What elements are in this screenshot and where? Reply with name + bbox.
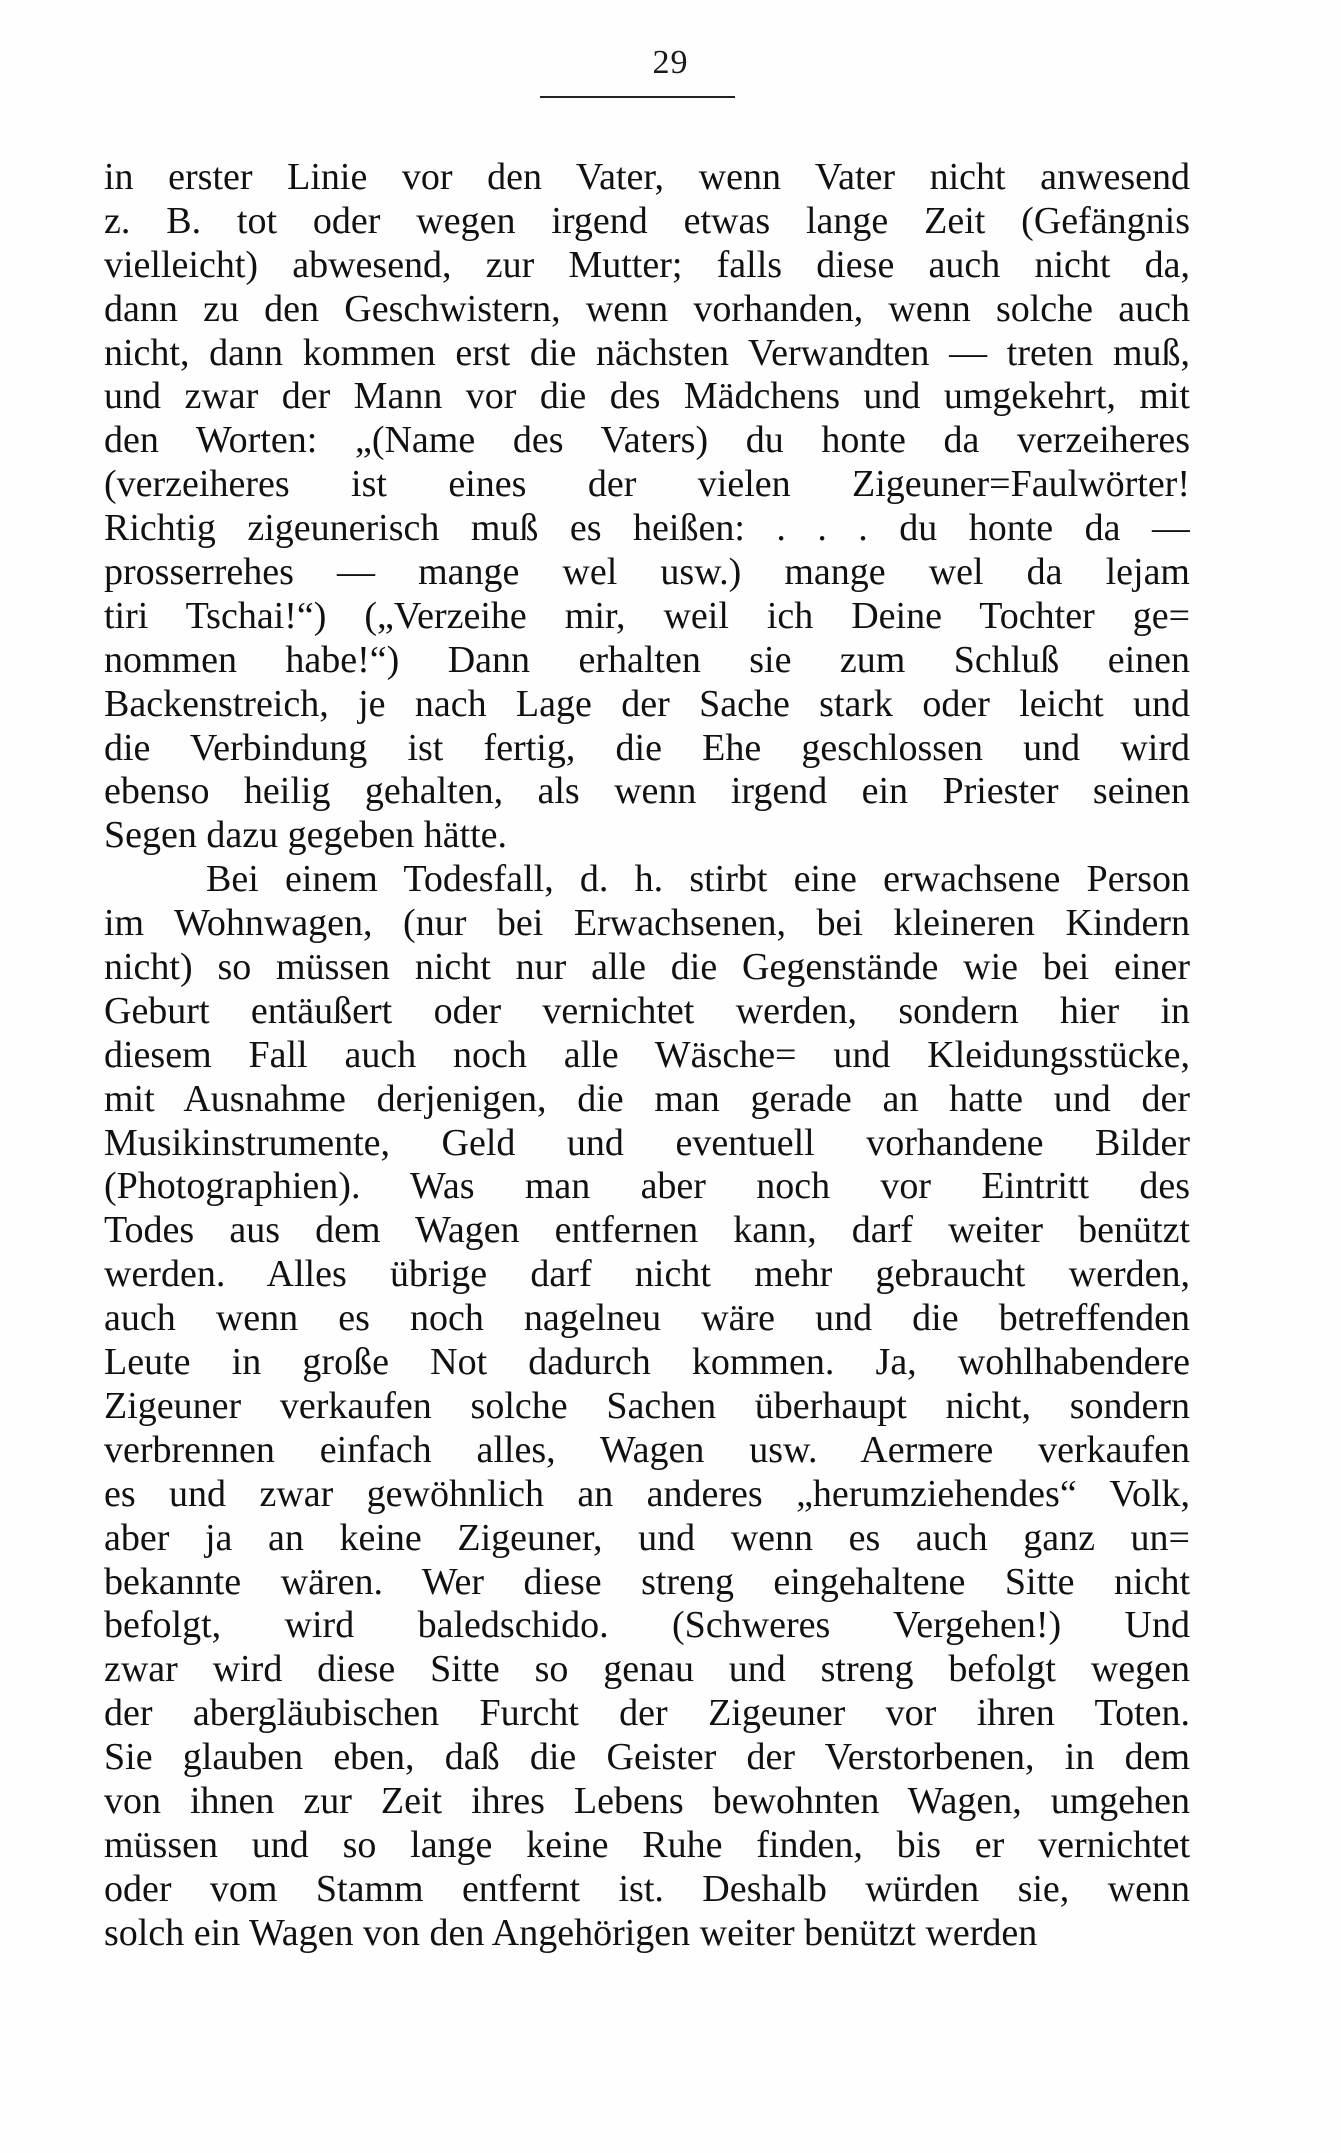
text-line: dann zu den Geschwistern, wenn vorhanden, wenn solche auch — [104, 287, 1190, 330]
text-line: befolgt, wird baledschido. (Schweres Vergehen!) Und — [104, 1604, 1190, 1647]
text-line: vielleicht) abwesend, zur Mutter; falls diese auch nicht da, — [104, 243, 1190, 286]
text-line: von ihnen zur Zeit ihres Lebens bewohnten Wagen, umgehen — [104, 1779, 1190, 1822]
text-line: z. B. tot oder wegen irgend etwas lange Zeit (Gefängnis — [104, 199, 1190, 242]
text-line: (verzeiheres ist eines der vielen Zigeuner=Faulwörter! — [104, 463, 1190, 506]
text-line: müssen und so lange keine Ruhe finden, bis er vernichtet — [104, 1823, 1190, 1866]
text-line: oder vom Stamm entfernt ist. Deshalb würden sie, wenn — [104, 1867, 1190, 1910]
text-line: den Worten: „(Name des Vaters) du honte da verzeiheres — [104, 419, 1190, 462]
text-line: nicht, dann kommen erst die nächsten Verwandten — treten muß, — [104, 331, 1190, 374]
text-line: werden. Alles übrige darf nicht mehr gebraucht werden, — [104, 1253, 1190, 1296]
text-line: diesem Fall auch noch alle Wäsche= und Kleidungsstücke, — [104, 1033, 1190, 1076]
text-line: im Wohnwagen, (nur bei Erwachsenen, bei kleineren Kindern — [104, 902, 1190, 945]
text-line: Backenstreich, je nach Lage der Sache stark oder leicht und — [104, 682, 1190, 725]
page-number: 29 — [652, 44, 689, 81]
text-line: (Photographien). Was man aber noch vor Eintritt des — [104, 1165, 1190, 1208]
text-line: tiri Tschai!“) („Verzeihe mir, weil ich Deine Tochter ge= — [104, 594, 1190, 637]
text-line: zwar wird diese Sitte so genau und streng befolgt wegen — [104, 1648, 1190, 1691]
text-line: Leute in große Not dadurch kommen. Ja, wohlhabendere — [104, 1341, 1190, 1384]
paragraph — [104, 858, 1190, 1955]
text-line: in erster Linie vor den Vater, wenn Vater nicht anwesend — [104, 156, 1190, 198]
page-number-rule — [540, 96, 735, 98]
text-line: mit Ausnahme derjenigen, die man gerade an hatte und der — [104, 1077, 1190, 1120]
text-line: nommen habe!“) Dann erhalten sie zum Schluß einen — [104, 638, 1190, 681]
text-line: bekannte wären. Wer diese streng eingehaltene Sitte nicht — [104, 1560, 1190, 1603]
text-line: Musikinstrumente, Geld und eventuell vorhandene Bilder — [104, 1121, 1190, 1164]
paragraph — [104, 156, 1190, 858]
text-line: Zigeuner verkaufen solche Sachen überhaupt nicht, sondern — [104, 1384, 1190, 1427]
text-line: Todes aus dem Wagen entfernen kann, darf weiter benützt — [104, 1209, 1190, 1252]
text-line: die Verbindung ist fertig, die Ehe geschlossen und wird — [104, 726, 1190, 769]
body-text — [104, 156, 1190, 1956]
text-line: Bei einem Todesfall, d. h. stirbt eine erwachsene Person — [206, 858, 1190, 901]
text-line: Richtig zigeunerisch muß es heißen: . . . du honte da — — [104, 507, 1190, 550]
text-line: Segen dazu gegeben hätte. — [104, 814, 508, 857]
text-line: verbrennen einfach alles, Wagen usw. Aermere verkaufen — [104, 1428, 1190, 1471]
text-line: Geburt entäußert oder vernichtet werden, sondern hier in — [104, 989, 1190, 1032]
text-line: auch wenn es noch nagelneu wäre und die betreffenden — [104, 1297, 1190, 1340]
text-line: es und zwar gewöhnlich an anderes „herumziehendes“ Volk, — [104, 1472, 1190, 1515]
text-line: aber ja an keine Zigeuner, und wenn es auch ganz un= — [104, 1516, 1190, 1559]
text-line: Sie glauben eben, daß die Geister der Verstorbenen, in dem — [104, 1736, 1190, 1779]
text-line: und zwar der Mann vor die des Mädchens und umgekehrt, mit — [104, 375, 1190, 418]
text-line: prosserrehes — mange wel usw.) mange wel da lejam — [104, 551, 1190, 594]
text-line: ebenso heilig gehalten, als wenn irgend ein Priester seinen — [104, 770, 1190, 813]
text-line: nicht) so müssen nicht nur alle die Gegenstände wie bei einer — [104, 946, 1190, 989]
text-line: solch ein Wagen von den Angehörigen weiter benützt werden — [104, 1911, 1038, 1954]
text-line: der abergläubischen Furcht der Zigeuner vor ihren Toten. — [104, 1692, 1190, 1735]
